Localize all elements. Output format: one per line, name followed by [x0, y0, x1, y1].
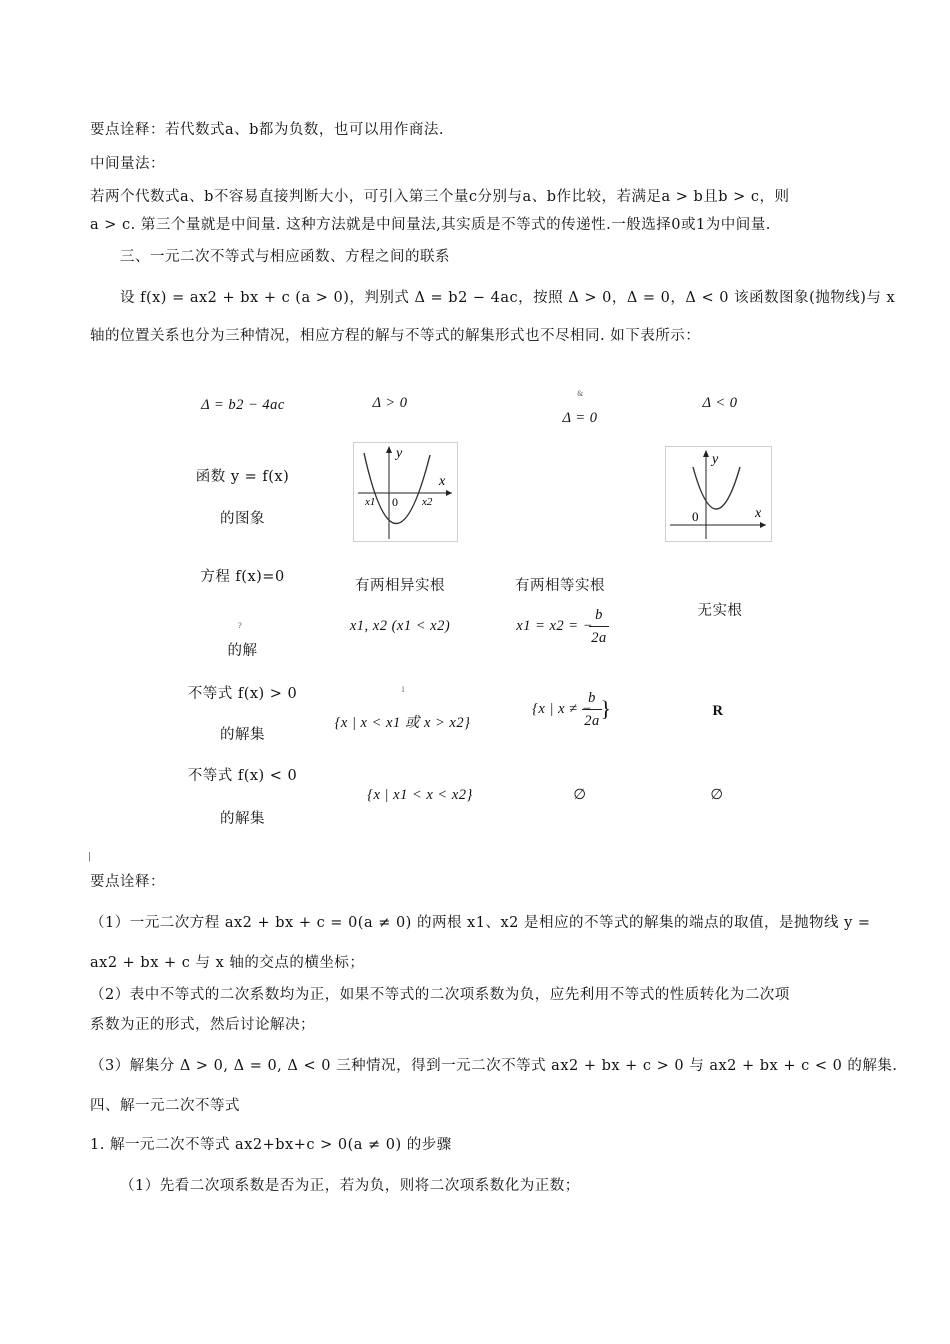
note-2-line-2: 系数为正的形式，然后讨论解决；: [90, 1017, 315, 1033]
lt-solution-two-roots: {x | x1 < x < x2}: [367, 787, 473, 803]
stray-mark-2: ?: [238, 622, 242, 630]
gt-row-label-1: 不等式 f(x) > 0: [187, 686, 298, 702]
y-label: y: [396, 446, 403, 461]
note-3: （3）解集分 Δ > 0, Δ = 0, Δ < 0 三种情况，得到一元二次不等式 ax2 + bx + c > 0 与 ax2 + bx + c < 0 的解集.: [90, 1058, 898, 1074]
section-4-step-1: （1）先看二次项系数是否为正，若为负，则将二次项系数化为正数；: [120, 1178, 580, 1194]
stray-mark: &: [577, 390, 584, 398]
parabola-no-roots-svg: [666, 447, 771, 541]
two-equal-roots-text: 有两相等实根: [515, 578, 605, 594]
gt-solution-equal-roots: {x | x ≠ −: [532, 701, 592, 717]
two-distinct-roots-formula: x1, x2 (x1 < x2): [349, 618, 451, 634]
lt-row-label-1: 不等式 f(x) < 0: [187, 768, 298, 784]
no-real-roots-text: 无实根: [697, 603, 743, 619]
graph-row-label-2: 的图象: [220, 511, 265, 527]
x-axis-arrow: [446, 490, 452, 496]
gt-solution-two-roots: {x | x < x1 或 x > x2}: [334, 715, 471, 731]
section-4-heading: 四、解一元二次不等式: [90, 1098, 240, 1114]
x-axis-arrow: [760, 522, 766, 528]
parabola-curve: [693, 467, 740, 509]
note-as-quotient: 要点诠释：若代数式a、b都为负数，也可以用作商法.: [90, 122, 445, 138]
gt-solution-no-roots: R: [712, 703, 724, 719]
graph-no-roots: [665, 446, 772, 542]
y-label: y: [712, 452, 719, 467]
closing-brace: }: [600, 696, 612, 721]
middle-method-title: 中间量法：: [90, 156, 165, 172]
equation-row-label-1: 方程 f(x)=0: [200, 569, 285, 585]
origin-label: 0: [692, 509, 699, 524]
middle-method-text-1: 若两个代数式a、b不容易直接判断大小，可引入第三个量c分别与a、b作比较，若满足a > b且b > c，则: [90, 189, 790, 205]
parabola-curve: [364, 453, 430, 524]
equal-root-formula: x1 = x2 = −: [516, 618, 593, 634]
note-1-line-2: ax2 + bx + c 与 x 轴的交点的横坐标；: [90, 955, 365, 971]
middle-method-text-2: a > c. 第三个量就是中间量. 这种方法就是中间量法,其实质是不等式的传递性.一般选择0或1为中间量.: [90, 217, 771, 233]
table-header-zero: Δ = 0: [562, 410, 598, 426]
gt-row-label-2: 的解集: [220, 727, 265, 743]
x-label: x: [755, 506, 762, 521]
graph-two-roots: [353, 442, 458, 542]
root-x2-label: x2: [422, 496, 433, 508]
section-3-heading: 三、一元二次不等式与相应函数、方程之间的联系: [120, 249, 450, 265]
y-axis-arrow: [703, 450, 709, 457]
table-header-discriminant: Δ = b2 − 4ac: [201, 397, 285, 413]
discriminant-paragraph-1: 设 f(x) = ax2 + bx + c (a > 0)，判别式 Δ = b2 − 4ac，按照 Δ > 0，Δ = 0，Δ < 0 该函数图象(抛物线)与 x: [120, 290, 896, 306]
table-header-negative: Δ < 0: [702, 395, 738, 411]
equal-root-fraction-denominator: 2a: [591, 630, 607, 646]
equal-root-fraction-numerator: b: [595, 607, 603, 623]
section-4-item-1: 1. 解一元二次不等式 ax2+bx+c > 0(a ≠ 0) 的步骤: [90, 1137, 452, 1153]
stray-mark-4: |: [88, 852, 92, 862]
table-header-positive: Δ > 0: [372, 395, 408, 411]
x-label: x: [439, 474, 446, 489]
lt-row-label-2: 的解集: [220, 811, 265, 827]
gt-fraction-denominator: 2a: [584, 713, 600, 729]
gt-fraction-numerator: b: [588, 690, 596, 706]
root-x1-label: x1: [365, 496, 376, 508]
lt-solution-no-roots: ∅: [710, 787, 724, 803]
lt-solution-equal-roots: ∅: [573, 787, 587, 803]
notes-title: 要点诠释：: [90, 874, 165, 890]
note-2-line-1: （2）表中不等式的二次系数均为正，如果不等式的二次项系数为负，应先利用不等式的性质转化为二次项: [90, 987, 790, 1003]
discriminant-paragraph-2: 轴的位置关系也分为三种情况，相应方程的解与不等式的解集形式也不尽相同. 如下表所示：: [90, 328, 701, 344]
origin-label: 0: [392, 495, 398, 509]
note-1-line-1: （1）一元二次方程 ax2 + bx + c = 0(a ≠ 0) 的两根 x1、x2 是相应的不等式的解集的端点的取值，是抛物线 y =: [90, 915, 871, 931]
stray-mark-3: l: [402, 686, 405, 694]
two-distinct-roots-text: 有两相异实根: [355, 578, 445, 594]
y-axis-arrow: [386, 446, 392, 453]
equation-row-label-2: 的解: [227, 643, 258, 659]
parabola-two-roots-svg: [354, 443, 457, 541]
graph-row-label-1: 函数 y = f(x): [195, 469, 290, 485]
